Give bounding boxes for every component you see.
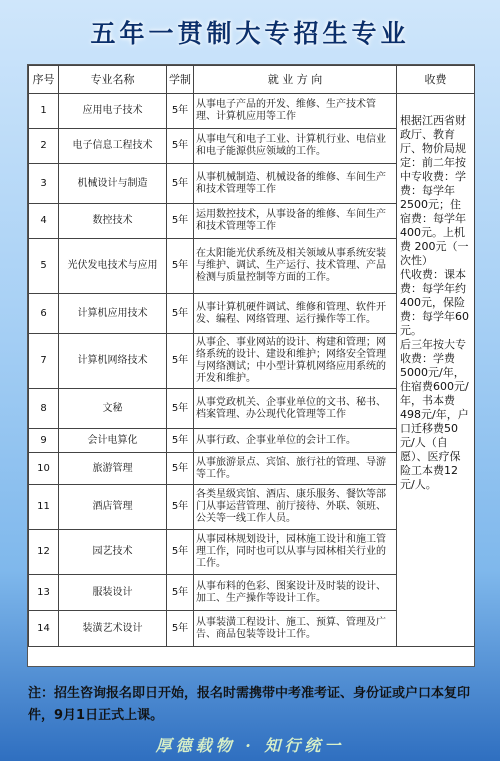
row-number: 9 xyxy=(29,429,59,453)
study-years: 5年 xyxy=(167,129,194,164)
study-years: 5年 xyxy=(167,239,194,294)
row-number: 8 xyxy=(29,389,59,429)
study-years: 5年 xyxy=(167,94,194,129)
table-header-row xyxy=(29,66,475,94)
header-years: 学制 xyxy=(167,66,194,94)
major-name: 光伏发电技术与应用 xyxy=(59,239,167,294)
major-name: 数控技术 xyxy=(59,204,167,239)
study-years: 5年 xyxy=(167,294,194,334)
major-name: 服装设计 xyxy=(59,575,167,611)
employment-direction: 从事行政、企事业单位的会计工作。 xyxy=(194,429,397,453)
study-years: 5年 xyxy=(167,575,194,611)
major-name: 酒店管理 xyxy=(59,485,167,530)
employment-direction: 从事企、事业网站的设计、构建和管理；网络系统的设计、建设和维护；网络安全管理与网络测试；中小型计算机网络应用系统的开发和维护。 xyxy=(194,334,397,389)
employment-direction: 从事旅游景点、宾馆、旅行社的管理、导游等工作。 xyxy=(194,453,397,485)
row-number: 7 xyxy=(29,334,59,389)
major-name: 会计电算化 xyxy=(59,429,167,453)
study-years: 5年 xyxy=(167,204,194,239)
major-name: 计算机应用技术 xyxy=(59,294,167,334)
row-number: 11 xyxy=(29,485,59,530)
table-row xyxy=(29,94,475,129)
table-body xyxy=(29,94,475,647)
major-name: 机械设计与制造 xyxy=(59,164,167,204)
header-direction: 就 业 方 向 xyxy=(194,66,397,94)
employment-direction: 从事装潢工程设计、施工、预算、管理及广告、商品包装等设计工作。 xyxy=(194,611,397,647)
employment-direction: 从事机械制造、机械设备的维修、车间生产和技术管理等工作 xyxy=(194,164,397,204)
study-years: 5年 xyxy=(167,429,194,453)
study-years: 5年 xyxy=(167,530,194,575)
row-number: 12 xyxy=(29,530,59,575)
row-number: 5 xyxy=(29,239,59,294)
row-number: 14 xyxy=(29,611,59,647)
study-years: 5年 xyxy=(167,611,194,647)
header-fee: 收费 xyxy=(397,66,475,94)
employment-direction: 运用数控技术，从事设备的维修、车间生产和技术管理等工作 xyxy=(194,204,397,239)
row-number: 10 xyxy=(29,453,59,485)
row-number: 13 xyxy=(29,575,59,611)
major-name: 应用电子技术 xyxy=(59,94,167,129)
major-name: 园艺技术 xyxy=(59,530,167,575)
enrollment-table xyxy=(28,65,475,647)
employment-direction: 从事电气和电子工业、计算机行业、电信业和电子能源供应领域的工作。 xyxy=(194,129,397,164)
page-title: 五年一贯制大专招生专业 xyxy=(90,19,410,48)
fee-description: 根据江西省财政厅、教育厅、物价局规定：前二年按中专收费：学费：每学年 2500元；住宿费：每学年400元。上机费 200元（一次性） 代收费：课本费：每学年约 400元，保险费：每学年60元。 后三年按大专收费：学费5000元/年，住宿费600元/年，书本费498元/年，户口迁移费50元/人（自愿）、医疗保险工本费12元/人。 xyxy=(397,94,475,647)
row-number: 3 xyxy=(29,164,59,204)
study-years: 5年 xyxy=(167,164,194,204)
major-name: 电子信息工程技术 xyxy=(59,129,167,164)
admission-note: 注：招生咨询报名即日开始，报名时需携带中考准考证、身份证或户口本复印件，9月1日正式上课。 xyxy=(28,686,471,723)
row-number: 6 xyxy=(29,294,59,334)
study-years: 5年 xyxy=(167,453,194,485)
employment-direction: 从事园林规划设计，园林施工设计和施工管理工作，同时也可以从事与园林相关行业的工作。 xyxy=(194,530,397,575)
major-name: 文秘 xyxy=(59,389,167,429)
employment-direction: 从事计算机硬件调试、维修和管理、软件开发、编程、网络管理、运行操作等工作。 xyxy=(194,294,397,334)
major-name: 计算机网络技术 xyxy=(59,334,167,389)
school-motto: 厚德载物 · 知行统一 xyxy=(155,736,345,755)
employment-direction: 从事党政机关、企事业单位的文书、秘书、档案管理、办公现代化管理等工作 xyxy=(194,389,397,429)
row-number: 1 xyxy=(29,94,59,129)
employment-direction: 从事电子产品的开发、维修、生产技术管理、计算机应用等工作 xyxy=(194,94,397,129)
row-number: 4 xyxy=(29,204,59,239)
major-name: 装潢艺术设计 xyxy=(59,611,167,647)
employment-direction: 各类星级宾馆、酒店、康乐服务、餐饮等部门从事运营管理、前厅接待、外联、领班、公关等一线工作人员。 xyxy=(194,485,397,530)
employment-direction: 从事布料的色彩、图案设计及时装的设计、加工、生产操作等设计工作。 xyxy=(194,575,397,611)
study-years: 5年 xyxy=(167,334,194,389)
study-years: 5年 xyxy=(167,389,194,429)
header-name: 专业名称 xyxy=(59,66,167,94)
enrollment-table-sheet xyxy=(27,64,475,667)
study-years: 5年 xyxy=(167,485,194,530)
row-number: 2 xyxy=(29,129,59,164)
major-name: 旅游管理 xyxy=(59,453,167,485)
header-no: 序号 xyxy=(29,66,59,94)
employment-direction: 在太阳能光伏系统及相关领域从事系统安装与维护、调试、生产运行、技术管理、产品检测与质量控制等方面的工作。 xyxy=(194,239,397,294)
